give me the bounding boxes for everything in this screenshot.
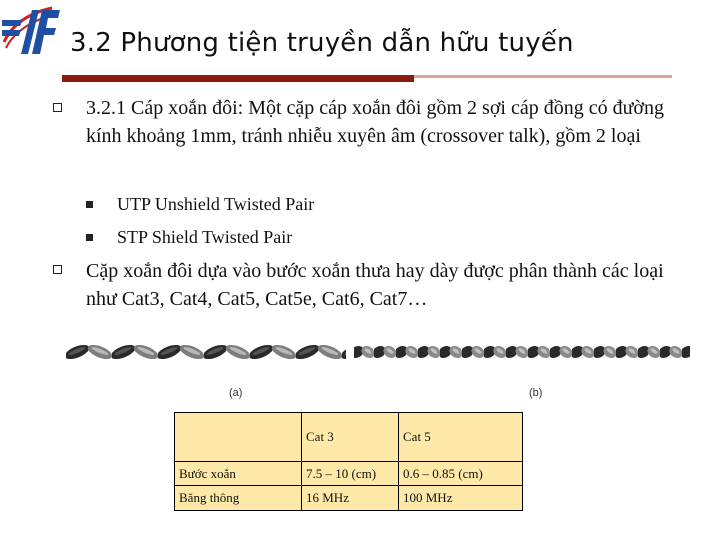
slide-title: 3.2 Phương tiện truyền dẫn hữu tuyến	[70, 28, 574, 58]
sub-bullet-text: UTP Unshield Twisted Pair	[117, 194, 315, 214]
twisted-pair-figure	[66, 337, 690, 403]
logo-icon	[2, 2, 62, 60]
table-header-cell: Cat 5	[399, 413, 523, 462]
table-cell: 16 MHz	[302, 486, 399, 511]
sub-bullet-text: STP Shield Twisted Pair	[117, 227, 293, 247]
filled-square-bullet	[86, 201, 93, 208]
title-underline	[62, 75, 414, 82]
table-cell: 100 MHz	[399, 486, 523, 511]
hollow-square-bullet	[53, 103, 62, 112]
table-header-cell	[175, 413, 302, 462]
table-row	[175, 486, 523, 511]
table-row	[175, 462, 523, 486]
bullet-text: 3.2.1 Cáp xoắn đôi: Một cặp cáp xoắn đôi gồm 2 sợi cáp đồng có đường kính khoảng 1mm, tránh nhiễu xuyên âm (crossover talk), gồm 2 loại	[86, 97, 665, 147]
table-header-cell: Cat 3	[302, 413, 399, 462]
table-cell: Bước xoắn	[175, 462, 302, 486]
table-cell: Băng thông	[175, 486, 302, 511]
table-cell: 7.5 – 10 (cm)	[302, 462, 399, 486]
filled-square-bullet	[86, 234, 93, 241]
figure-label-b: (b)	[529, 387, 543, 399]
table-header-row	[175, 413, 523, 462]
table-cell: 0.6 – 0.85 (cm)	[399, 462, 523, 486]
figure-label-a: (a)	[229, 387, 243, 399]
title-underline-light	[414, 75, 672, 78]
twisted-pair-illustration	[66, 337, 690, 403]
hollow-square-bullet	[53, 265, 62, 274]
cable-comparison-table	[174, 412, 523, 511]
bullet-text: Cặp xoắn đôi dựa vào bước xoắn thưa hay dày được phân thành các loại như Cat3, Cat4, Cat5, Cat5e, Cat6, Cat7…	[86, 260, 664, 310]
